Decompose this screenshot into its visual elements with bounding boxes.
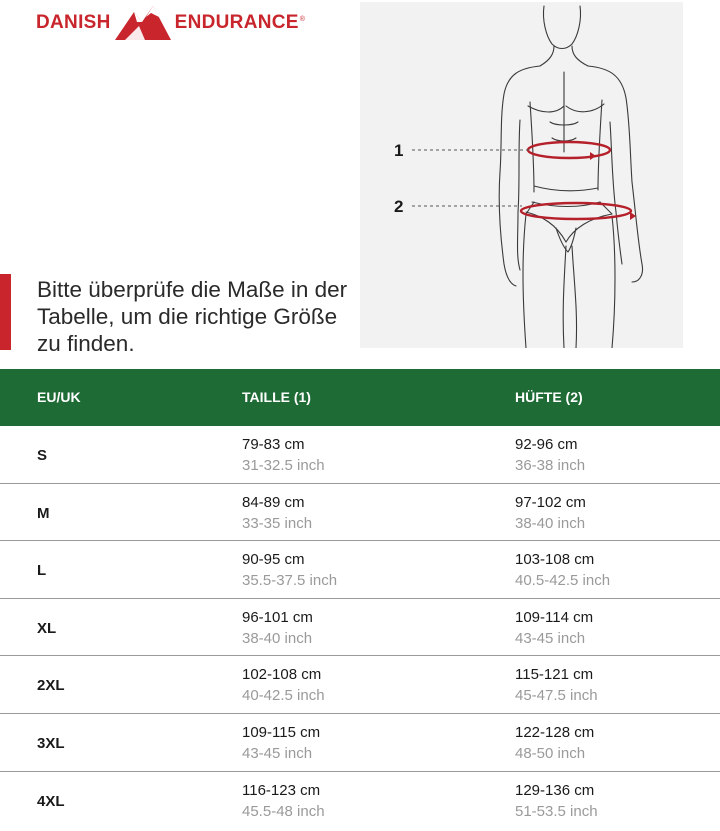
- waist-cell: [242, 493, 312, 535]
- header-waist: TAILLE (1): [242, 389, 311, 405]
- hip-inch: 40.5-42.5 inch: [515, 572, 611, 590]
- size-label: XL: [37, 619, 57, 637]
- hip-marker-label: 2: [394, 197, 404, 216]
- hip-inch: 36-38 inch: [515, 457, 586, 474]
- registered-mark: ®: [299, 16, 305, 23]
- hip-cell: [515, 550, 610, 592]
- header-size: EU/UK: [37, 389, 81, 405]
- waist-cell: [242, 781, 325, 823]
- waist-inch: 33-35 inch: [242, 514, 313, 532]
- hip-cm: 103-108 cm: [515, 551, 595, 569]
- brand-right-word: ENDURANCE: [174, 12, 299, 33]
- hip-cell: [515, 493, 586, 535]
- waist-cm: 109-115 cm: [242, 723, 321, 741]
- table-row: [0, 772, 720, 830]
- body-measurement-illustration: [360, 2, 683, 348]
- table-row: [0, 484, 720, 542]
- brand-logo: [36, 6, 305, 40]
- hip-cell: [515, 435, 585, 477]
- size-table-header: [0, 369, 720, 426]
- waist-cell: [242, 665, 325, 707]
- waist-inch: 45.5-48 inch: [242, 802, 325, 820]
- size-label: M: [37, 504, 50, 522]
- size-label: S: [37, 447, 48, 464]
- hip-cm: 109-114 cm: [515, 608, 594, 626]
- hip-inch: 38-40 inch: [515, 514, 586, 532]
- waist-marker-label: 1: [394, 141, 404, 160]
- hip-cell: [515, 665, 598, 707]
- hip-cm: 129-136 cm: [515, 781, 595, 799]
- hip-cell: [515, 781, 598, 823]
- header-hip: HÜFTE (2): [515, 389, 583, 405]
- waist-cm: 90-95 cm: [242, 551, 305, 569]
- hip-cm: 92-96 cm: [515, 436, 578, 453]
- waist-cell: [242, 550, 337, 592]
- accent-bar: [0, 274, 11, 350]
- size-table-body: [0, 426, 720, 829]
- hip-cell: [515, 723, 594, 765]
- waist-cell: [242, 723, 320, 765]
- hip-inch: 48-50 inch: [515, 744, 586, 762]
- waist-inch: 38-40 inch: [242, 629, 313, 647]
- table-row: [0, 656, 720, 714]
- table-row: [0, 426, 720, 484]
- mountain-logo-icon: [115, 6, 171, 40]
- size-label: 4XL: [37, 792, 65, 810]
- waist-cm: 102-108 cm: [242, 666, 322, 684]
- waist-cm: 79-83 cm: [242, 436, 305, 453]
- waist-inch: 31-32.5 inch: [242, 457, 325, 474]
- waist-cell: [242, 608, 313, 650]
- waist-cm: 116-123 cm: [242, 781, 321, 799]
- table-row: [0, 541, 720, 599]
- hip-cell: [515, 608, 593, 650]
- table-row: [0, 599, 720, 657]
- waist-cm: 84-89 cm: [242, 493, 305, 511]
- hip-inch: 43-45 inch: [515, 629, 586, 647]
- waist-inch: 43-45 inch: [242, 744, 313, 762]
- waist-cm: 96-101 cm: [242, 608, 313, 626]
- brand-left-word: DANISH: [36, 12, 111, 33]
- hip-cm: 122-128 cm: [515, 723, 595, 741]
- waist-inch: 40-42.5 inch: [242, 687, 325, 705]
- size-label: L: [37, 562, 47, 580]
- hip-cm: 97-102 cm: [515, 493, 586, 511]
- waist-cell: [242, 435, 325, 477]
- hip-inch: 51-53.5 inch: [515, 802, 598, 820]
- hip-inch: 45-47.5 inch: [515, 687, 598, 705]
- table-row: [0, 714, 720, 772]
- size-label: 3XL: [37, 734, 65, 752]
- waist-inch: 35.5-37.5 inch: [242, 572, 338, 590]
- hip-cm: 115-121 cm: [515, 666, 594, 684]
- male-figure-outline-icon: [360, 2, 683, 348]
- size-label: 2XL: [37, 677, 65, 695]
- intro-text: Bitte überprüfe die Maße in der Tabelle, um die richtige Größe zu finden.: [37, 277, 348, 356]
